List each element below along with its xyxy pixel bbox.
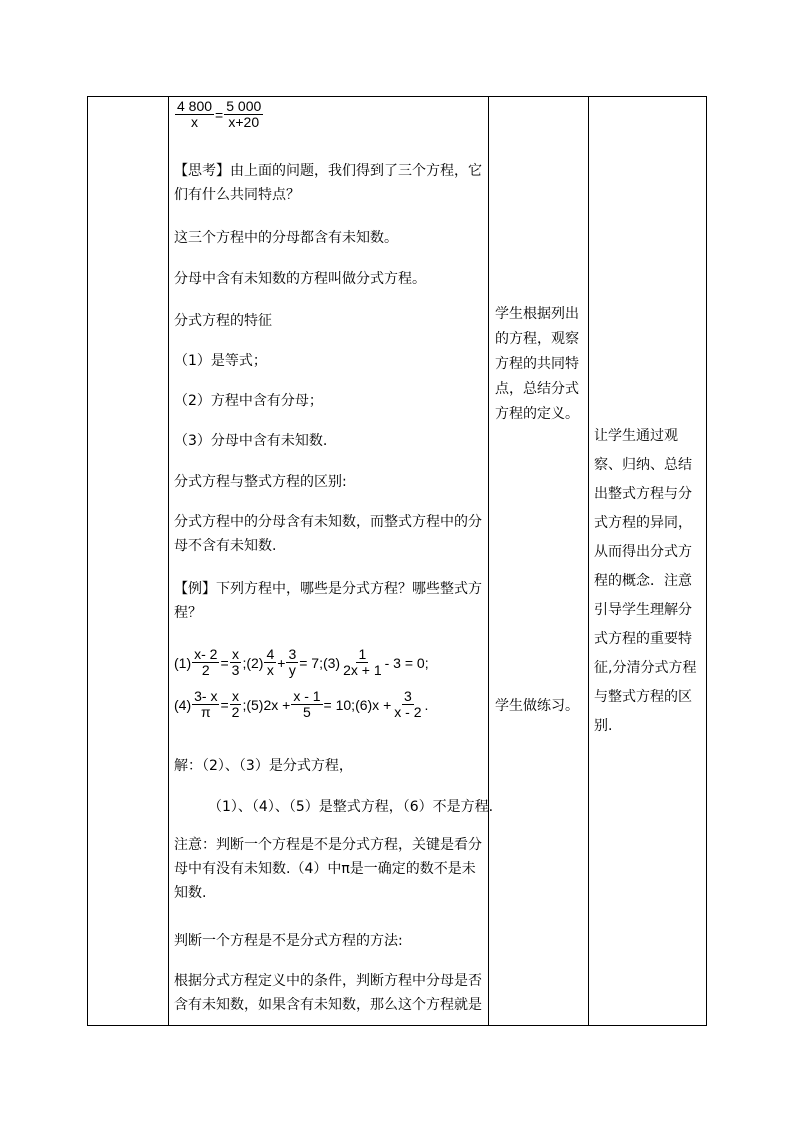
denominator: 2x + 1 xyxy=(343,662,382,678)
equation-text: ;(2) xyxy=(242,654,264,671)
definition-text: 分母中含有未知数的方程叫做分式方程。 xyxy=(174,271,426,287)
denominator: 3 xyxy=(231,662,240,678)
fraction xyxy=(264,647,276,678)
method-text: 根据分式方程定义中的条件，判断方程中分母是否含有未知数，如果含有未知数，那么这个方程就是 xyxy=(174,973,482,1013)
feature-item: （3）分母中含有未知数. xyxy=(174,433,328,449)
equation-top xyxy=(174,99,264,130)
numerator: x- 2 xyxy=(194,646,218,662)
equation-label: (1) xyxy=(174,654,192,671)
equation-text: = 7;(3) xyxy=(299,654,341,671)
equation-text: . xyxy=(424,696,429,713)
denominator: x xyxy=(266,662,274,678)
numerator: 3 xyxy=(403,688,412,704)
numerator: 1 xyxy=(358,646,367,662)
fraction xyxy=(291,689,322,720)
denominator: 2 xyxy=(201,662,210,678)
lesson-table xyxy=(87,96,707,1026)
numerator: 4 xyxy=(266,646,275,662)
equation-row xyxy=(174,689,428,720)
fraction xyxy=(230,689,242,720)
example-question: 【例】下列方程中，哪些是分式方程？哪些整式方程？ xyxy=(174,581,482,621)
numerator: x - 1 xyxy=(293,688,321,704)
think-question: 【思考】由上面的问题，我们得到了三个方程，它们有什么共同特点？ xyxy=(174,163,482,203)
denominator: x - 2 xyxy=(394,704,422,720)
fraction xyxy=(192,647,219,678)
numerator: 3- x xyxy=(194,688,218,704)
difference-title: 分式方程与整式方程的区别: xyxy=(174,474,347,490)
method-title: 判断一个方程是不是分式方程的方法: xyxy=(174,933,403,949)
solution-text: （1）、（4）、（5）是整式方程，（6）不是方程. xyxy=(208,799,494,815)
features-title: 分式方程的特征 xyxy=(174,313,272,329)
fraction xyxy=(341,647,384,678)
numerator: 5 000 xyxy=(226,98,262,114)
fraction xyxy=(392,689,423,720)
equation-text: + xyxy=(277,654,286,671)
fraction xyxy=(192,689,219,720)
fraction xyxy=(230,647,242,678)
answer-text: 这三个方程中的分母都含有未知数。 xyxy=(174,230,398,246)
numerator: 3 xyxy=(288,646,297,662)
equation-text: = xyxy=(220,654,229,671)
fraction xyxy=(224,99,263,130)
column-divider xyxy=(488,97,489,1025)
equation-text: - 3 = 0; xyxy=(384,654,429,671)
numerator: 4 800 xyxy=(177,98,213,114)
numerator: x xyxy=(232,646,240,662)
student-activity: 学生根据列出的方程，观察方程的共同特点，总结分式方程的定义。 xyxy=(495,306,579,422)
equation-text: = xyxy=(220,696,229,713)
design-purpose: 让学生通过观察、归纳、总结出整式方程与分式方程的异同，从而得出分式方程的概念．注意引导学生理解分式方程的重要特征,分清分式方程与整式方程的区别. xyxy=(594,428,697,734)
denominator: x+20 xyxy=(228,114,260,130)
equation-text: ;(5)2x + xyxy=(242,696,291,713)
equation-label: (4) xyxy=(174,696,192,713)
solution-text: 解：（2）、（3）是分式方程， xyxy=(174,758,353,774)
denominator: x xyxy=(191,114,199,130)
equals-sign: = xyxy=(215,106,224,123)
fraction xyxy=(286,647,298,678)
equation-text: = 10;(6)x + xyxy=(323,696,392,713)
column-divider xyxy=(168,97,169,1025)
numerator: x xyxy=(232,688,240,704)
difference-text: 分式方程中的分母含有未知数，而整式方程中的分母不含有未知数. xyxy=(174,514,482,554)
denominator: 5 xyxy=(303,704,311,720)
fraction xyxy=(175,99,214,130)
feature-item: （2）方程中含有分母； xyxy=(174,393,323,409)
column-divider xyxy=(588,97,589,1025)
denominator: y xyxy=(288,662,296,678)
student-activity: 学生做练习。 xyxy=(495,698,579,714)
denominator: π xyxy=(200,704,211,720)
feature-item: （1）是等式； xyxy=(174,353,267,369)
note-text: 注意：判断一个方程是不是分式方程，关键是看分母中有没有未知数.（4）中π是一确定的数不是未知数. xyxy=(174,837,482,901)
denominator: 2 xyxy=(231,704,240,720)
equation-row xyxy=(174,647,429,678)
